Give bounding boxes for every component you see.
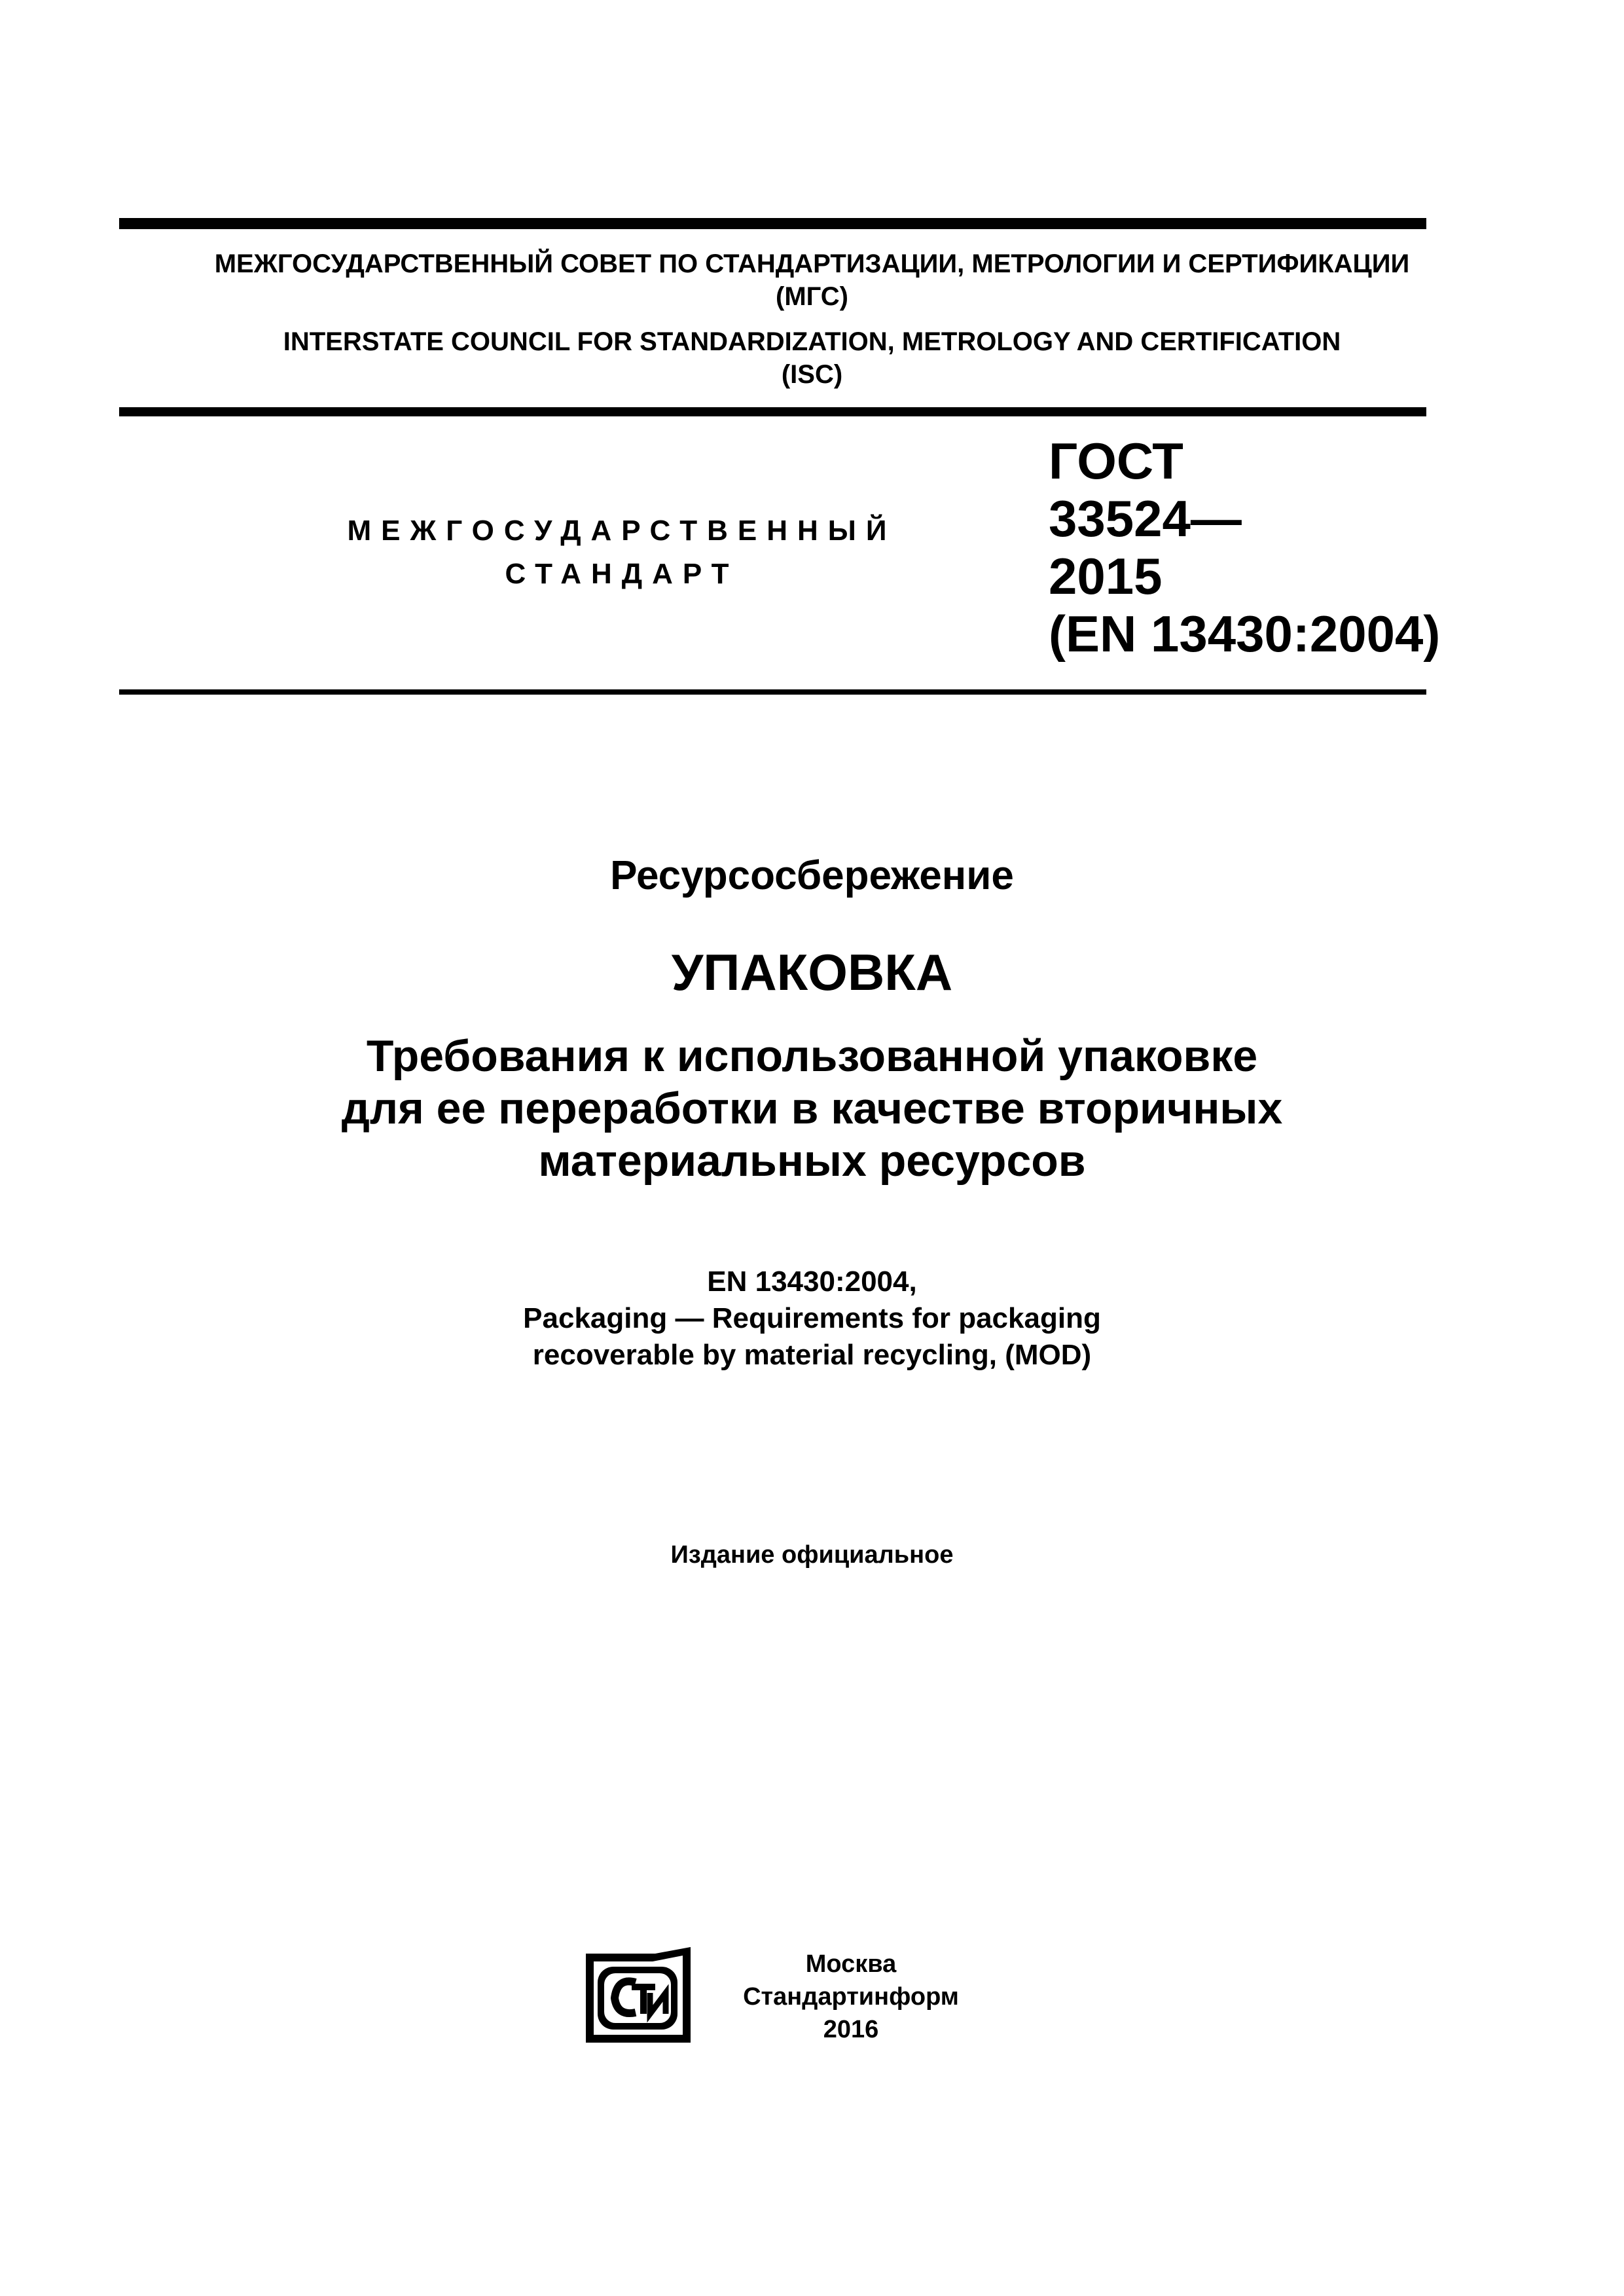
publisher-block	[694, 1948, 1008, 2046]
subtitle-line-1: Требования к использованной упаковке	[366, 1031, 1258, 1081]
designation-line-en-ref: (EN 13430:2004)	[1049, 605, 1441, 663]
standartinform-logo-icon	[585, 1947, 691, 2043]
publisher-city: Москва	[805, 1950, 897, 1978]
publisher-year: 2016	[823, 2016, 879, 2043]
header-bottom-rule	[119, 407, 1426, 416]
en-reference-line-1: EN 13430:2004,	[707, 1266, 917, 1298]
standard-type-label	[308, 509, 936, 596]
designation-bottom-rule	[119, 689, 1426, 695]
subtitle-line-3: материальных ресурсов	[538, 1136, 1086, 1186]
council-abbr-en: (ISC)	[781, 360, 843, 389]
title-subtitle	[0, 1030, 1624, 1187]
council-name-en-text: INTERSTATE COUNCIL FOR STANDARDIZATION, METROLOGY AND CERTIFICATION	[283, 327, 1341, 356]
council-name-ru	[0, 247, 1624, 313]
title-main: УПАКОВКА	[671, 943, 953, 1001]
en-reference-line-2: Packaging — Requirements for packaging	[523, 1302, 1101, 1334]
top-thick-rule	[119, 218, 1426, 229]
designation-line-number: 33524—	[1049, 490, 1242, 547]
standard-type-line1: МЕЖГОСУДАРСТВЕННЫЙ	[347, 515, 897, 547]
designation-line-year: 2015	[1049, 547, 1163, 605]
council-abbr-ru: (МГС)	[776, 282, 848, 311]
publisher-name: Стандартинформ	[743, 1983, 959, 2011]
title-series: Ресурсосбережение	[610, 853, 1014, 898]
subtitle-line-2: для ее переработки в качестве вторичных	[341, 1084, 1283, 1133]
standard-designation	[1049, 432, 1440, 663]
edition-note: Издание официальное	[670, 1541, 954, 1569]
en-reference	[0, 1264, 1624, 1374]
en-reference-line-3: recoverable by material recycling, (MOD)	[532, 1339, 1092, 1371]
designation-line-gost: ГОСТ	[1049, 432, 1183, 490]
standard-type-line2: СТАНДАРТ	[505, 558, 739, 590]
council-name-en	[0, 325, 1624, 391]
council-name-ru-text: МЕЖГОСУДАРСТВЕННЫЙ СОВЕТ ПО СТАНДАРТИЗАЦИИ, МЕТРОЛОГИИ И СЕРТИФИКАЦИИ	[214, 249, 1410, 278]
